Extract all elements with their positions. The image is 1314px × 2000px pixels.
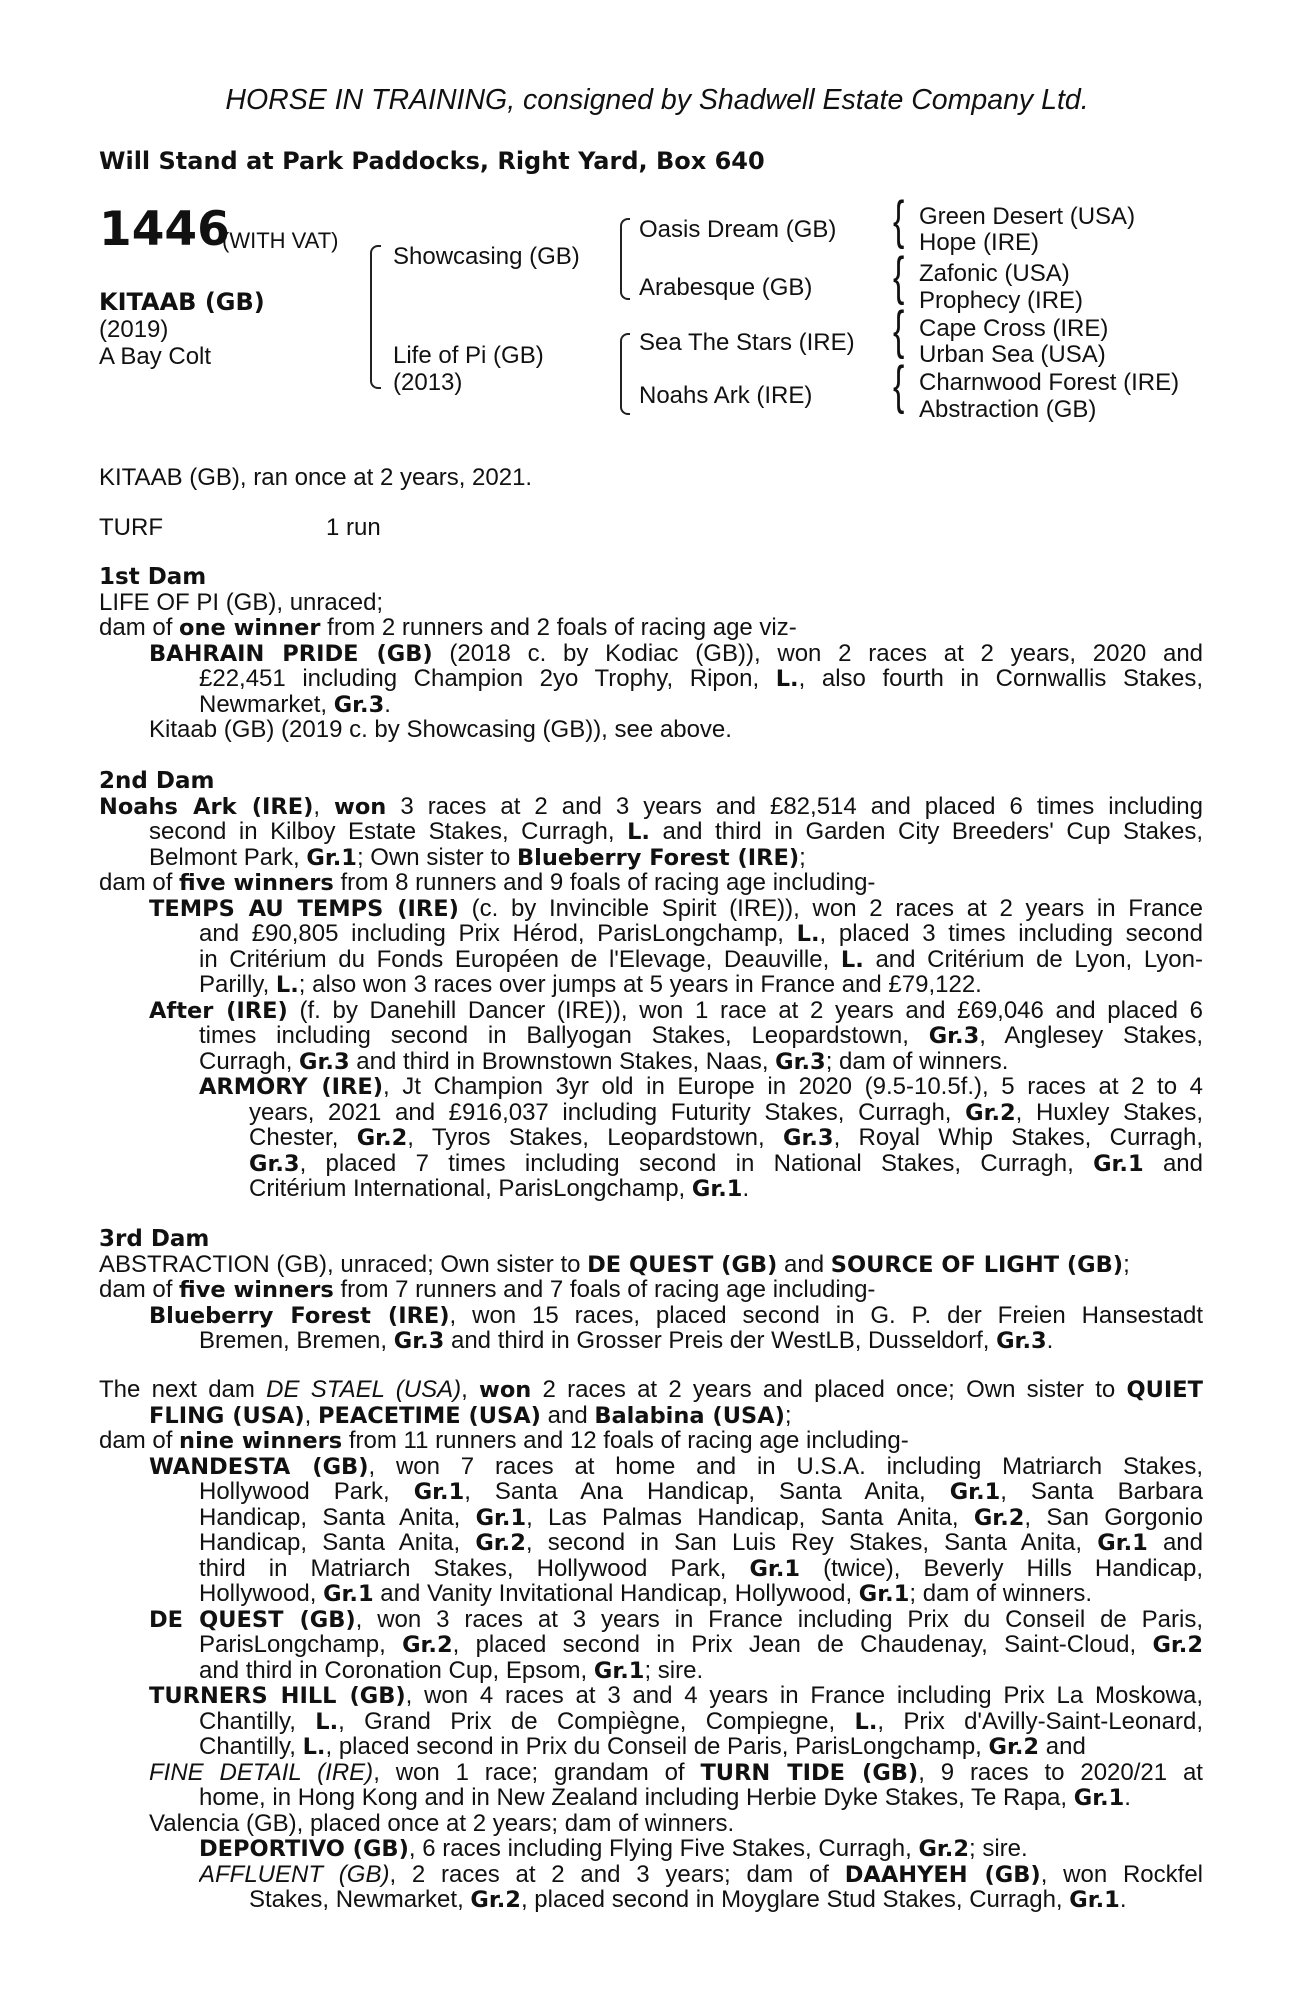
text-line: The next dam DE STAEL (USA), won 2 races at 2 years and placed once; Own sister to QUIET	[99, 1377, 1203, 1403]
text-line: times including second in Ballyogan Stakes, Leopardstown, Gr.3, Anglesey Stakes,	[199, 1023, 1203, 1049]
next-dam-section	[99, 1377, 1203, 1913]
third-dam-section	[99, 1226, 1203, 1354]
pedigree-brace	[370, 307, 381, 389]
text-line: Chantilly, L., Grand Prix de Compiègne, Compiegne, L., Prix d'Avilly-Saint-Leonard,	[199, 1708, 1203, 1734]
text-line: After (IRE) (f. by Danehill Dancer (IRE)), won 1 race at 2 years and £69,046 and placed 6	[149, 997, 1203, 1023]
pedigree-dam-year: (2013)	[393, 369, 463, 396]
pedigree-brace: {	[893, 191, 905, 251]
text-line: DEPORTIVO (GB), 6 races including Flying Five Stakes, Curragh, Gr.2; sire.	[199, 1835, 1028, 1862]
text-line: Newmarket, Gr.3.	[199, 690, 391, 718]
pedigree-g7: Charnwood Forest (IRE)	[919, 369, 1180, 396]
text-line: DE QUEST (GB), won 3 races at 3 years in France including Prix du Conseil de Paris,	[149, 1606, 1203, 1632]
section-heading: 3rd Dam	[99, 1226, 210, 1252]
text-line: Handicap, Santa Anita, Gr.1, Las Palmas Handicap, Santa Anita, Gr.2, San Gorgonio	[199, 1504, 1203, 1530]
text-line: Stakes, Newmarket, Gr.2, placed second in Moyglare Stud Stakes, Curragh, Gr.1.	[249, 1886, 1127, 1913]
pedigree-brace: {	[893, 301, 905, 361]
text-line: Parilly, L.; also won 3 races over jumps at 5 years in France and £79,122.	[199, 971, 982, 998]
pedigree-sire-dam: Arabesque (GB)	[639, 274, 813, 301]
text-line: LIFE OF PI (GB), unraced;	[99, 588, 384, 616]
text-line: AFFLUENT (GB), 2 races at 2 and 3 years; dam of DAAHYEH (GB), won Rockfel	[199, 1861, 1203, 1887]
section-heading: 2nd Dam	[99, 768, 215, 794]
pedigree-g6: Urban Sea (USA)	[919, 341, 1106, 368]
text-line: second in Kilboy Estate Stakes, Curragh, L. and third in Garden City Breeders' Cup Stakes,	[149, 819, 1203, 845]
text-line: dam of five winners from 8 runners and 9 foals of racing age including-	[99, 869, 876, 896]
text-line: Kitaab (GB) (2019 c. by Showcasing (GB)), see above.	[149, 716, 732, 743]
text-line: Critérium International, ParisLongchamp, Gr.1.	[249, 1175, 750, 1202]
vat-note: (WITH VAT)	[222, 228, 339, 253]
pedigree-g4: Prophecy (IRE)	[919, 287, 1084, 314]
text-line: and third in Coronation Cup, Epsom, Gr.1; sire.	[199, 1656, 704, 1684]
text-line: FINE DETAIL (IRE), won 1 race; grandam of TURN TIDE (GB), 9 races to 2020/21 at	[149, 1759, 1203, 1785]
text-line: third in Matriarch Stakes, Hollywood Park, Gr.1 (twice), Beverly Hills Handicap,	[199, 1555, 1203, 1581]
lot-number: 1446	[99, 202, 230, 257]
turf-runs: 1 run	[326, 514, 381, 541]
section-heading: 1st Dam	[99, 564, 207, 590]
pedigree-brace	[620, 333, 630, 367]
horse-year: (2019)	[99, 316, 169, 343]
pedigree-dam-sire: Sea The Stars (IRE)	[639, 329, 855, 356]
text-line: Valencia (GB), placed once at 2 years; dam of winners.	[149, 1809, 735, 1837]
text-line: FLING (USA), PEACETIME (USA) and Balabina (USA);	[149, 1401, 792, 1429]
text-line: dam of nine winners from 11 runners and 12 foals of racing age including-	[99, 1427, 909, 1454]
pedigree-g5: Cape Cross (IRE)	[919, 315, 1109, 342]
horse-description: A Bay Colt	[99, 343, 212, 370]
stand-location: Will Stand at Park Paddocks, Right Yard, Box 640	[99, 147, 765, 175]
pedigree-dam: Life of Pi (GB)	[393, 342, 544, 369]
pedigree-g1: Green Desert (USA)	[919, 203, 1136, 230]
text-line: Belmont Park, Gr.1; Own sister to Blueberry Forest (IRE);	[149, 843, 806, 871]
text-line: ARMORY (IRE), Jt Champion 3yr old in Europe in 2020 (9.5-10.5f.), 5 races at 2 to 4	[199, 1074, 1203, 1100]
pedigree-brace	[620, 250, 630, 300]
pedigree-g3: Zafonic (USA)	[919, 260, 1070, 287]
text-line: dam of five winners from 7 runners and 7 foals of racing age including-	[99, 1276, 876, 1303]
pedigree-brace	[620, 218, 630, 252]
pedigree-brace	[620, 365, 630, 415]
catalogue-header: HORSE IN TRAINING, consigned by Shadwell Estate Company Ltd.	[225, 84, 1089, 116]
text-line: ABSTRACTION (GB), unraced; Own sister to DE QUEST (GB) and SOURCE OF LIGHT (GB);	[99, 1250, 1130, 1278]
text-line: dam of one winner from 2 runners and 2 foals of racing age viz-	[99, 614, 797, 641]
text-line: Hollywood, Gr.1 and Vanity Invitational Handicap, Hollywood, Gr.1; dam of winners.	[199, 1580, 1093, 1607]
second-dam-section	[99, 768, 1203, 1202]
text-line: Handicap, Santa Anita, Gr.2, second in San Luis Rey Stakes, Santa Anita, Gr.1 and	[199, 1530, 1203, 1556]
pedigree-dam-dam: Noahs Ark (IRE)	[639, 382, 813, 409]
text-line: £22,451 including Champion 2yo Trophy, Ripon, L., also fourth in Cornwallis Stakes,	[199, 666, 1203, 692]
text-line: BAHRAIN PRIDE (GB) (2018 c. by Kodiac (GB)), won 2 races at 2 years, 2020 and	[149, 640, 1203, 666]
text-line: Chantilly, L., placed second in Prix du Conseil de Paris, ParisLongchamp, Gr.2 and	[199, 1733, 1086, 1760]
horse-name: KITAAB (GB)	[99, 288, 265, 316]
text-line: Chester, Gr.2, Tyros Stakes, Leopardstown, Gr.3, Royal Whip Stakes, Curragh,	[249, 1125, 1203, 1151]
text-line: in Critérium du Fonds Européen de l'Elevage, Deauville, L. and Critérium de Lyon, Lyon-	[199, 946, 1203, 972]
pedigree-g8: Abstraction (GB)	[919, 396, 1097, 423]
text-line: Bremen, Bremen, Gr.3 and third in Grosser Preis der WestLB, Dusseldorf, Gr.3.	[199, 1327, 1054, 1354]
pedigree-brace: {	[893, 247, 905, 307]
pedigree-sire-sire: Oasis Dream (GB)	[639, 216, 837, 243]
pedigree-g2: Hope (IRE)	[919, 229, 1040, 256]
pedigree-sire: Showcasing (GB)	[393, 243, 580, 270]
text-line: years, 2021 and £916,037 including Futurity Stakes, Curragh, Gr.2, Huxley Stakes,	[249, 1099, 1203, 1125]
race-summary: KITAAB (GB), ran once at 2 years, 2021.	[99, 464, 533, 491]
pedigree-brace: {	[893, 356, 905, 416]
text-line: WANDESTA (GB), won 7 races at home and in U.S.A. including Matriarch Stakes,	[149, 1453, 1203, 1479]
text-line: Gr.3, placed 7 times including second in National Stakes, Curragh, Gr.1 and	[249, 1150, 1203, 1176]
text-line: TURNERS HILL (GB), won 4 races at 3 and 4 years in France including Prix La Moskowa,	[149, 1683, 1203, 1709]
first-dam-section	[99, 564, 1203, 743]
pedigree-brace	[370, 245, 381, 309]
text-line: TEMPS AU TEMPS (IRE) (c. by Invincible Spirit (IRE)), won 2 races at 2 years in France	[149, 895, 1203, 921]
text-line: Curragh, Gr.3 and third in Brownstown Stakes, Naas, Gr.3; dam of winners.	[199, 1047, 1009, 1075]
text-line: home, in Hong Kong and in New Zealand including Herbie Dyke Stakes, Te Rapa, Gr.1.	[199, 1784, 1131, 1811]
text-line: and £90,805 including Prix Hérod, ParisLongchamp, L., placed 3 times including second	[199, 921, 1203, 947]
turf-label: TURF	[99, 514, 163, 541]
text-line: Noahs Ark (IRE), won 3 races at 2 and 3 years and £82,514 and placed 6 times including	[99, 793, 1203, 819]
text-line: Blueberry Forest (IRE), won 15 races, placed second in G. P. der Freien Hansestadt	[149, 1302, 1203, 1328]
text-line: Hollywood Park, Gr.1, Santa Ana Handicap, Santa Anita, Gr.1, Santa Barbara	[199, 1479, 1203, 1505]
text-line: ParisLongchamp, Gr.2, placed second in Prix Jean de Chaudenay, Saint-Cloud, Gr.2	[199, 1632, 1203, 1658]
